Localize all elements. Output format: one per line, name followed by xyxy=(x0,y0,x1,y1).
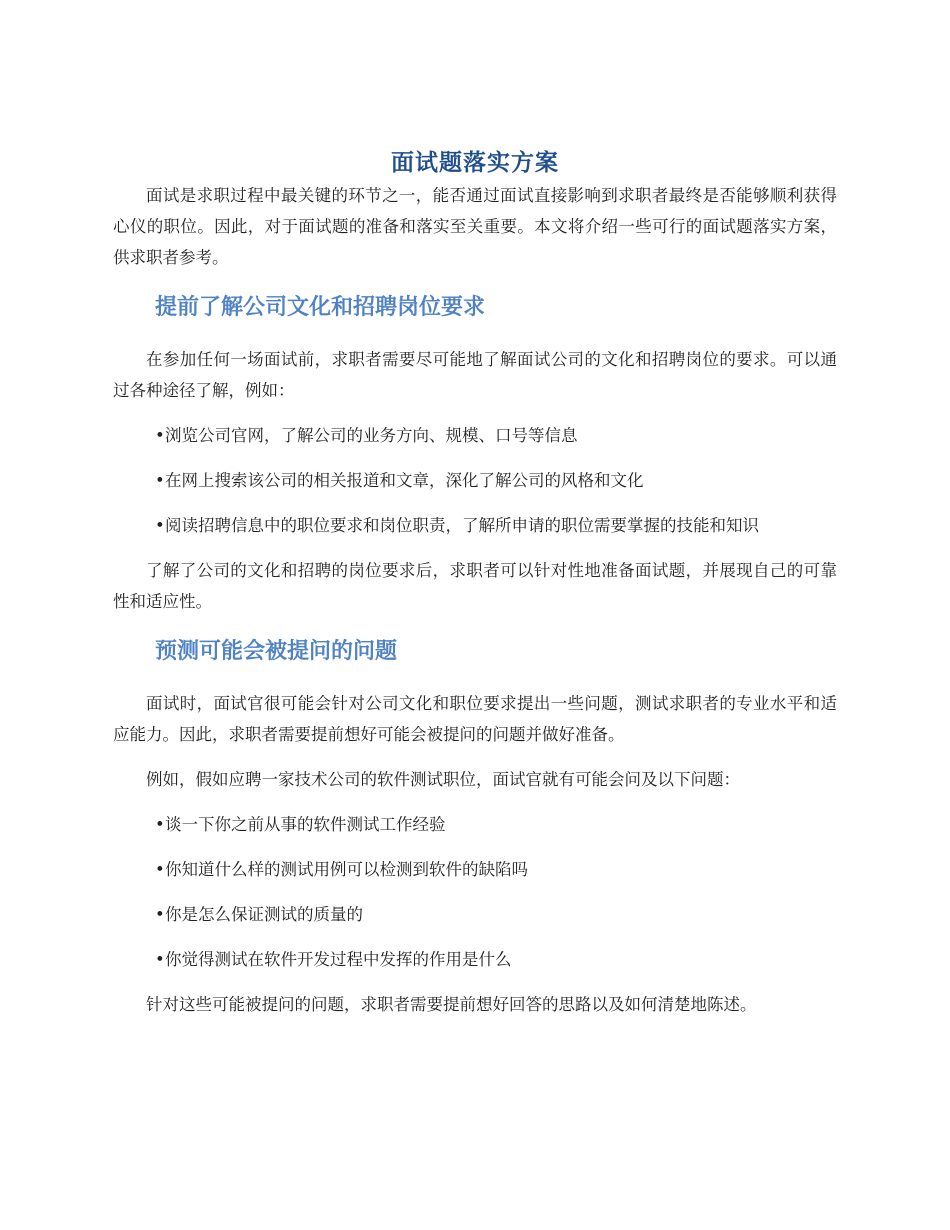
section-heading-company-culture: 提前了解公司文化和招聘岗位要求 xyxy=(155,295,486,320)
section-heading-predict-questions: 预测可能会被提问的问题 xyxy=(155,639,398,664)
bullet-text: 阅读招聘信息中的职位要求和岗位职责，了解所申请的职位需要掌握的技能和知识 xyxy=(165,516,759,535)
bullet-item xyxy=(113,899,837,930)
intro-paragraph: 面试是求职过程中最关键的环节之一，能否通过面试直接影响到求职者最终是否能够顺利获得心仪的职位。因此，对于面试题的准备和落实至关重要。本文将介绍一些可行的面试题落实方案，供求职者参考。 xyxy=(113,186,837,267)
bullet-symbol: • xyxy=(155,860,165,879)
bullet-item xyxy=(113,854,837,885)
bullet-symbol: • xyxy=(155,950,165,969)
section2-paragraph-1: 面试时，面试官很可能会针对公司文化和职位要求提出一些问题，测试求职者的专业水平和适应能力。因此，求职者需要提前想好可能会被提问的问题并做好准备。 xyxy=(113,694,837,744)
bullet-symbol: • xyxy=(155,516,165,535)
bullet-text: 你知道什么样的测试用例可以检测到软件的缺陷吗 xyxy=(165,860,528,879)
bullet-item xyxy=(113,420,837,451)
bullet-symbol: • xyxy=(155,815,165,834)
bullet-text: 你是怎么保证测试的质量的 xyxy=(165,905,363,924)
bullet-text: 在网上搜索该公司的相关报道和文章，深化了解公司的风格和文化 xyxy=(165,471,644,490)
bullet-symbol: • xyxy=(155,905,165,924)
document-title: 面试题落实方案 xyxy=(391,150,559,176)
bullet-item xyxy=(113,510,837,541)
bullet-text: 浏览公司官网，了解公司的业务方向、规模、口号等信息 xyxy=(165,426,578,445)
bullet-symbol: • xyxy=(155,426,165,445)
bullet-item xyxy=(113,944,837,975)
bullet-text: 你觉得测试在软件开发过程中发挥的作用是什么 xyxy=(165,950,512,969)
section2-paragraph-3: 针对这些可能被提问的问题，求职者需要提前想好回答的思路以及如何清楚地陈述。 xyxy=(146,995,757,1014)
bullet-symbol: • xyxy=(155,471,165,490)
bullet-item xyxy=(113,465,837,496)
document-body xyxy=(113,146,837,1020)
section1-paragraph-2: 了解了公司的文化和招聘的岗位要求后，求职者可以针对性地准备面试题，并展现自己的可靠性和适应性。 xyxy=(113,561,837,611)
section1-paragraph-1: 在参加任何一场面试前，求职者需要尽可能地了解面试公司的文化和招聘岗位的要求。可以通过各种途径了解，例如： xyxy=(113,350,837,400)
section2-paragraph-2: 例如，假如应聘一家技术公司的软件测试职位，面试官就有可能会问及以下问题： xyxy=(146,770,740,789)
bullet-item xyxy=(113,809,837,840)
bullet-text: 谈一下你之前从事的软件测试工作经验 xyxy=(165,815,446,834)
